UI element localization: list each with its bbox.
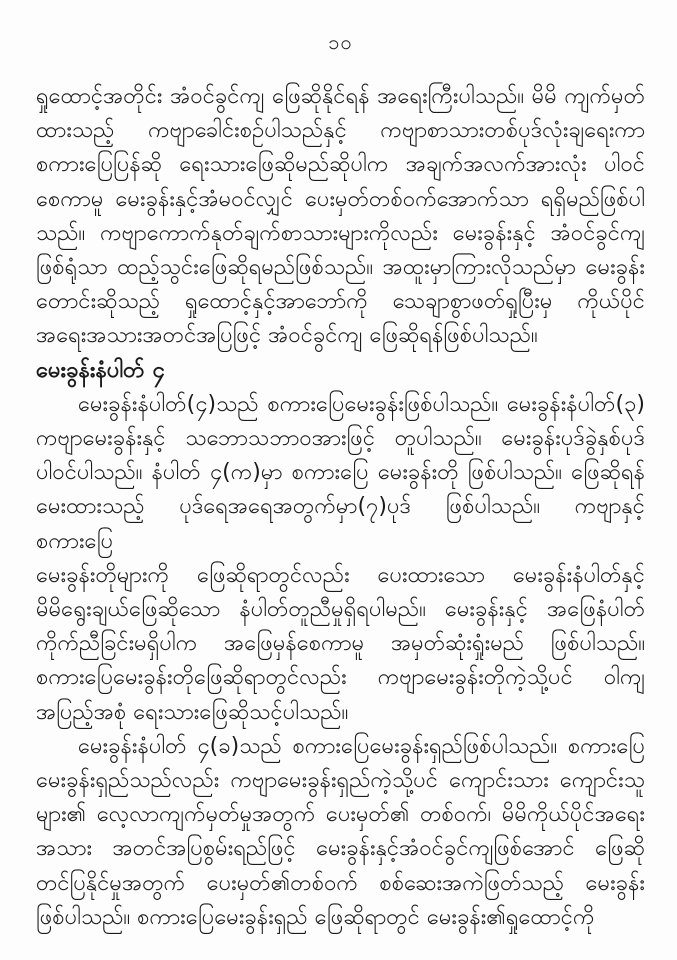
text-line: ကိုက်ညီခြင်းမရှိပါက အဖြေမှန်စေကာမူ အမှတ်ဆုံးရှုံးမည် ဖြစ်ပါသည်။	[36, 631, 645, 657]
text-line: စေကာမူ မေးခွန်းနှင့်အံမဝင်လျှင် ပေးမှတ်တစ်ဝက်အောက်သာ ရရှိမည်ဖြစ်ပါ	[36, 186, 645, 212]
text-line: အပြည့်အစုံ ရေးသားဖြေဆိုသင့်ပါသည်။	[36, 699, 349, 725]
paragraph	[36, 730, 645, 935]
text-line: တင်ပြနိုင်မှုအတွက် ပေးမှတ်၏တစ်ဝက် စစ်ဆေးအကဲဖြတ်သည့် မေးခွန်း	[36, 870, 645, 896]
text-line: မေးခွန်းနံပါတ်(၄)သည် စကားပြေမေးခွန်းဖြစ်ပါသည်။ မေးခွန်းနံပါတ်(၃)	[78, 391, 645, 417]
text-line: မေးခွန်းတိုများကို ဖြေဆိုရာတွင်လည်း ပေးထားသော မေးခွန်းနံပါတ်နှင့်	[36, 562, 645, 588]
text-line: မိမိရွေးချယ်ဖြေဆိုသော နံပါတ်တူညီမှုရှိရပါမည်။ မေးခွန်းနှင့် အဖြေနံပါတ်	[36, 597, 645, 623]
text-line: ကဗျာမေးခွန်းနှင့် သဘောသဘာဝအားဖြင့် တူပါသည်။ မေးခွန်းပုဒ်ခွဲနှစ်ပုဒ်	[36, 426, 645, 452]
text-line: သည်။ ကဗျာကောက်နုတ်ချက်စာသားများကိုလည်း မေးခွန်းနှင့် အံဝင်ခွင်ကျ	[36, 220, 645, 246]
text-line: များ၏ လေ့လာကျက်မှတ်မှုအတွက် ပေးမှတ်၏ တစ်ဝက်၊ မိမိကိုယ်ပိုင်အရေး	[36, 802, 645, 828]
paragraph	[36, 388, 645, 730]
text-line: ရှုထောင့်အတိုင်း အံဝင်ခွင်ကျ ဖြေဆိုနိုင်ရန် အရေးကြီးပါသည်။ မိမိ ကျက်မှတ်	[36, 84, 645, 109]
text-line: ထားသည့် ကဗျာခေါင်းစဉ်ပါသည်နှင့် ကဗျာစာသားတစ်ပုဒ်လုံးချရေးကာ	[36, 118, 645, 144]
text-line: မေးထားသည့် ပုဒ်ရေအရေအတွက်မှာ(၇)ပုဒ် ဖြစ်ပါသည်။ ကဗျာနှင့် စကားပြေ	[36, 494, 645, 554]
text-line: စကားပြေပြန်ဆို ရေးသားဖြေဆိုမည်ဆိုပါက အချက်အလက်အားလုံး ပါဝင်	[36, 152, 645, 178]
paragraph	[36, 80, 645, 354]
text-line: စကားပြေမေးခွန်းတိုဖြေဆိုရာတွင်လည်း ကဗျာမေးခွန်းတိုကဲ့သို့ပင် ဝါကျ	[36, 665, 645, 691]
text-line: အသား အတင်အပြစွမ်းရည်ဖြင့် မေးခွန်းနှင့်အံဝင်ခွင်ကျဖြစ်အောင် ဖြေဆို	[36, 836, 645, 862]
text-line: မေးခွန်းရှည်သည်လည်း ကဗျာမေးခွန်းရှည်ကဲ့သို့ပင် ကျောင်းသား ကျောင်းသူ	[36, 768, 645, 794]
page-number: ၁၀	[328, 30, 353, 54]
text-line: မေးခွန်းနံပါတ် ၄(ခ)သည် စကားပြေမေးခွန်းရှည်ဖြစ်ပါသည်။ စကားပြေ	[78, 733, 645, 759]
text-line: ပါဝင်ပါသည်။ နံပါတ် ၄(က)မှာ စကားပြေ မေးခွန်းတို ဖြစ်ပါသည်။ ဖြေဆိုရန်	[36, 460, 645, 486]
page-body	[36, 80, 645, 935]
text-line: ဖြစ်ရုံသာ ထည့်သွင်းဖြေဆိုရမည်ဖြစ်သည်။ အထူးမှာကြားလိုသည်မှာ မေးခွန်း	[36, 255, 645, 281]
section-heading: မေးခွန်းနံပါတ် ၄	[36, 357, 165, 383]
text-line: တောင်းဆိုသည့် ရှုထောင့်နှင့်အာဘော်ကို သေချာစွာဖတ်ရှုပြီးမှ ကိုယ်ပိုင်	[36, 289, 645, 315]
text-line: အရေးအသားအတင်အပြဖြင့် အံဝင်ခွင်ကျ ဖြေဆိုရန်ဖြစ်ပါသည်။	[36, 323, 538, 349]
text-line: ဖြစ်ပါသည်။ စကားပြေမေးခွန်းရှည် ဖြေဆိုရာတွင် မေးခွန်း၏ရှုထောင့်ကို	[36, 904, 595, 930]
